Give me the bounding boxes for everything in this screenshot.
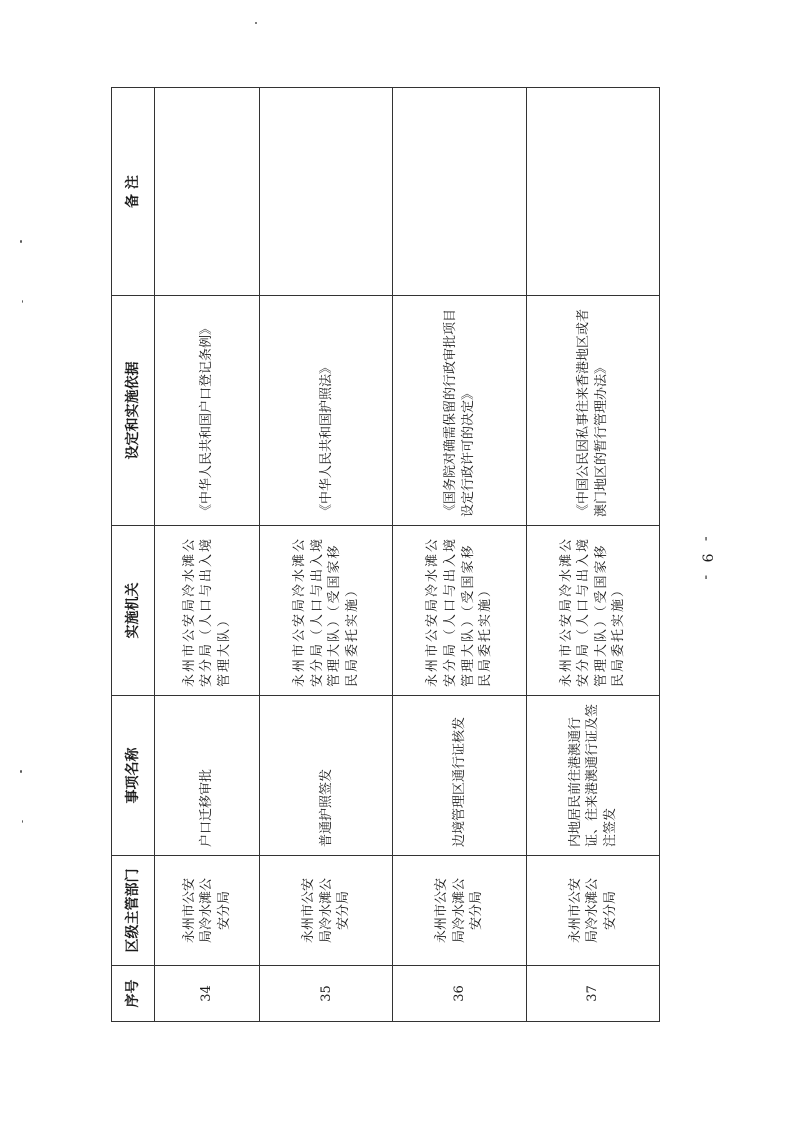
row-num: 37 <box>526 966 659 1022</box>
row-remark <box>393 88 526 296</box>
row-num: 36 <box>393 966 526 1022</box>
row-remark <box>260 88 393 296</box>
table-row <box>155 88 260 1022</box>
row-dept: 永州市公安局冷水滩公安分局 <box>526 856 659 966</box>
row-agency: 永州市公安局冷水滩公安分局（人口与出入境管理大队）（受国家移民局委托实施） <box>526 526 659 696</box>
page-number-text: - 9 - <box>699 536 715 584</box>
row-basis: 《中国公民因私事往来香港地区或者澳门地区的暂行管理办法》 <box>526 296 659 526</box>
row-basis: 《国务院对确需保留的行政审批项目设定行政许可的决定》 <box>393 296 526 526</box>
row-name: 边境管理区通行证核发 <box>393 696 526 856</box>
row-name: 普通护照签发 <box>260 696 393 856</box>
row-dept: 永州市公安局冷水滩公安分局 <box>260 856 393 966</box>
row-dept: 永州市公安局冷水滩公安分局 <box>155 856 260 966</box>
scan-speck <box>255 22 257 24</box>
row-num: 35 <box>260 966 393 1022</box>
header-agency: 实施机关 <box>112 526 155 696</box>
table-header-row <box>112 88 155 1022</box>
scan-speck <box>20 770 22 773</box>
header-dept: 区级主管部门 <box>112 856 155 966</box>
approval-items-table <box>111 87 660 1022</box>
row-dept: 永州市公安局冷水滩公安分局 <box>393 856 526 966</box>
row-agency: 永州市公安局冷水滩公安分局（人口与出入境管理大队） <box>155 526 260 696</box>
header-basis: 设定和实施依据 <box>112 296 155 526</box>
scan-speck <box>22 820 23 823</box>
table-row <box>260 88 393 1022</box>
scan-speck <box>22 300 23 303</box>
row-name: 户口迁移审批 <box>155 696 260 856</box>
row-remark <box>526 88 659 296</box>
row-remark <box>155 88 260 296</box>
row-num: 34 <box>155 966 260 1022</box>
row-name: 内地居民前往港澳通行证、往来港澳通行证及签注签发 <box>526 696 659 856</box>
page-number <box>700 535 714 585</box>
header-name: 事项名称 <box>112 696 155 856</box>
row-agency: 永州市公安局冷水滩公安分局（人口与出入境管理大队）（受国家移民局委托实施） <box>260 526 393 696</box>
table-row <box>526 88 659 1022</box>
header-remark: 备 注 <box>112 88 155 296</box>
row-basis: 《中华人民共和国护照法》 <box>260 296 393 526</box>
header-num: 序号 <box>112 966 155 1022</box>
scan-speck <box>20 240 22 243</box>
table-row <box>393 88 526 1022</box>
row-basis: 《中华人民共和国户口登记条例》 <box>155 296 260 526</box>
rotated-table-wrapper <box>111 88 660 1022</box>
row-agency: 永州市公安局冷水滩公安分局（人口与出入境管理大队）（受国家移民局委托实施） <box>393 526 526 696</box>
